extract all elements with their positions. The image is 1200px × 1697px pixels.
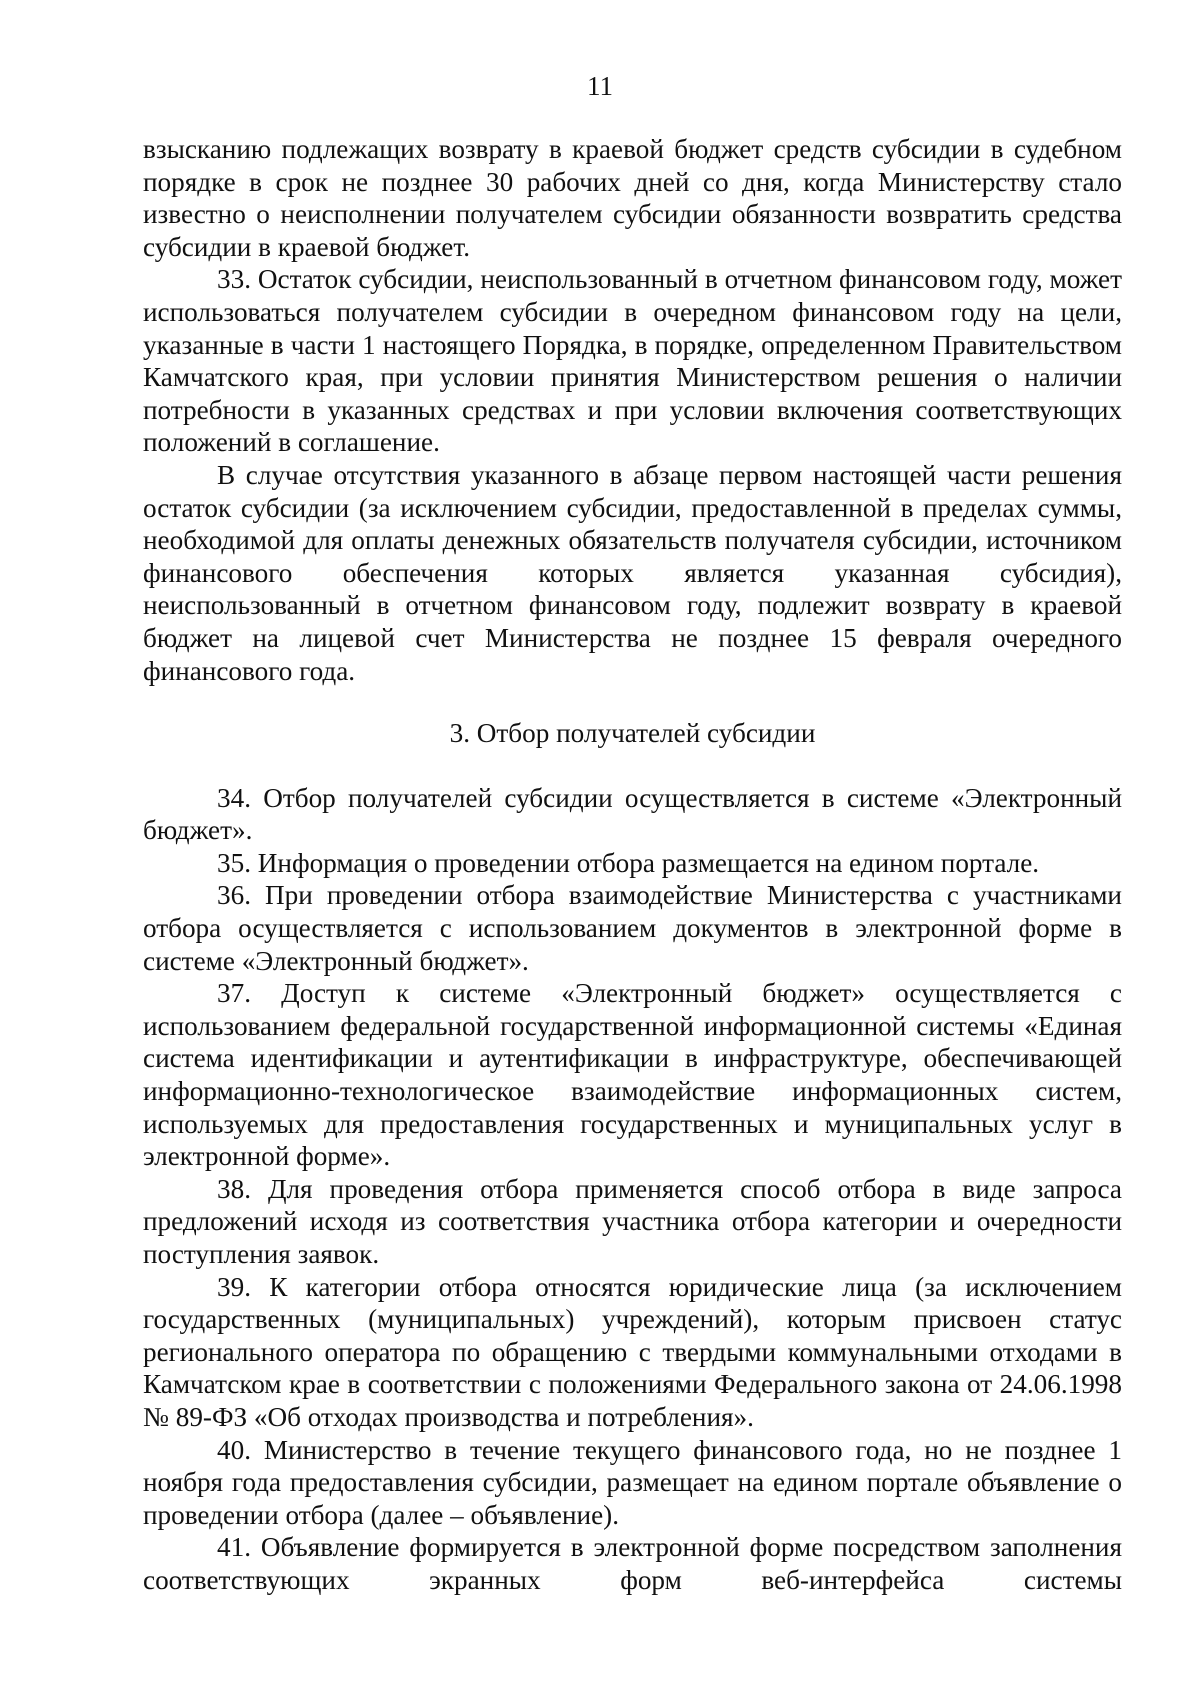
paragraph-continuation: взысканию подлежащих возврату в краевой бюджет средств субсидии в судебном порядке в срок не позднее 30 рабочих дней со дня, когда Министерству стало известно о неисполнении получателем субсидии обязанности возвратить средства субсидии в краевой бюджет. <box>143 134 1122 262</box>
paragraph-39: 39. К категории отбора относятся юридические лица (за исключением государственных (муниципальных) учреждений), которым присвоен статус регионального оператора по обращению с твердыми коммунальными отходами в Камчатском крае в соответствии с положениями Федерального закона от 24.06.1998 № 89-ФЗ «Об отходах производства и потребления». <box>143 1271 1122 1432</box>
page-number: 11 <box>587 71 613 101</box>
paragraph-35: 35. Информация о проведении отбора размещается на едином портале. <box>217 847 1040 878</box>
paragraph-34: 34. Отбор получателей субсидии осуществляется в системе «Электронный бюджет». <box>143 782 1122 846</box>
paragraph-37: 37. Доступ к системе «Электронный бюджет» осуществляется с использованием федеральной государственной информационной системы «Единая система идентификации и аутентификации в инфраструктуре, обеспечивающей информационно-технологическое взаимодействие информационных систем, используемых для предоставления государственных и муниципальных услуг в электронной форме». <box>143 978 1122 1172</box>
paragraph-40: 40. Министерство в течение текущего финансового года, но не позднее 1 ноября года предоставления субсидии, размещает на едином портале объявление о проведении отбора (далее – объявление). <box>143 1434 1122 1530</box>
paragraph-33-case: В случае отсутствия указанного в абзаце первом настоящей части решения остаток субсидии (за исключением субсидии, предоставленной в пределах суммы, необходимой для оплаты денежных обязательств получателя субсидии, источником финансового обеспечения которых является указанная субсидия), неиспользованный в отчетном финансовом году, подлежит возврату в краевой бюджет на лицевой счет Министерства не позднее 15 февраля очередного финансового года. <box>143 459 1122 686</box>
section-heading: 3. Отбор получателей субсидии <box>449 718 816 749</box>
paragraph-38: 38. Для проведения отбора применяется способ отбора в виде запроса предложений исходя из соответствия участника отбора категории и очередности поступления заявок. <box>143 1173 1122 1269</box>
paragraph-33: 33. Остаток субсидии, неиспользованный в отчетном финансовом году, может использоваться получателем субсидии в очередном финансовом году на цели, указанные в части 1 настоящего Порядка, в порядке, определенном Правительством Камчатского края, при условии принятия Министерством решения о наличии потребности в указанных средствах и при условии включения соответствующих положений в соглашение. <box>143 264 1122 458</box>
paragraph-41: 41. Объявление формируется в электронной форме посредством заполнения соответствующих экранных форм веб-интерфейса системы <box>143 1532 1122 1595</box>
document-body <box>143 133 1122 1597</box>
paragraph-36: 36. При проведении отбора взаимодействие Министерства с участниками отбора осуществляется с использованием документов в электронной форме в системе «Электронный бюджет». <box>143 880 1122 976</box>
